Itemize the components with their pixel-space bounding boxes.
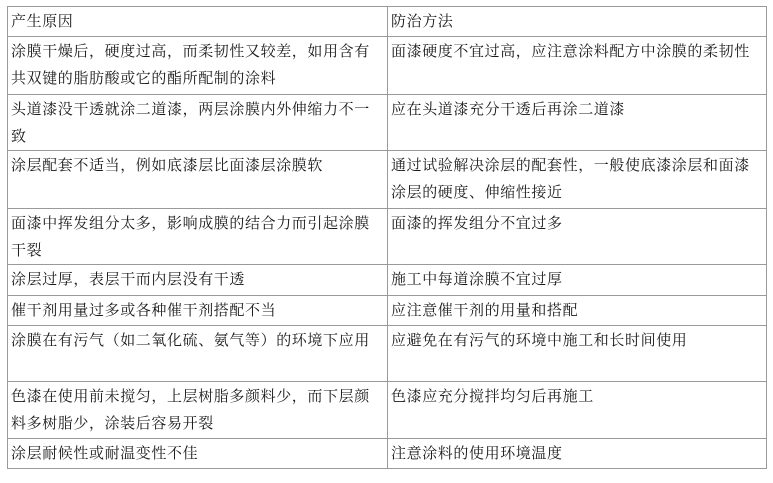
remedy-cell: 面漆的挥发组分不宜过多	[388, 209, 767, 265]
table-row	[8, 382, 767, 439]
table-row	[8, 326, 767, 382]
cause-cell: 头道漆没干透就涂二道漆，两层涂膜内外伸缩力不一致	[8, 95, 388, 151]
remedy-cell: 应避免在有污气的环境中施工和长时间使用	[388, 326, 767, 382]
remedy-cell: 面漆硬度不宜过高，应注意涂料配方中涂膜的柔韧性	[388, 37, 767, 95]
table-row	[8, 265, 767, 296]
remedy-cell: 色漆应充分搅拌均匀后再施工	[388, 382, 767, 439]
cause-cell: 催干剂用量过多或各种催干剂搭配不当	[8, 296, 388, 326]
cause-cell: 涂层配套不适当，例如底漆层比面漆层涂膜软	[8, 151, 388, 209]
remedy-cell: 注意涂料的使用环境温度	[388, 439, 767, 469]
cause-cell: 涂层过厚，表层干而内层没有干透	[8, 265, 388, 296]
header-cause: 产生原因	[8, 7, 388, 37]
cause-cell: 色漆在使用前未搅匀，上层树脂多颜料少，而下层颜料多树脂少，涂装后容易开裂	[8, 382, 388, 439]
table-row	[8, 439, 767, 469]
table-row	[8, 95, 767, 151]
table-row	[8, 37, 767, 95]
cause-cell: 涂膜干燥后，硬度过高，而柔韧性又较差，如用含有共双键的脂肪酸或它的酯所配制的涂料	[8, 37, 388, 95]
cause-cell: 涂膜在有污气（如二氧化硫、氨气等）的环境下应用	[8, 326, 388, 382]
remedy-cell: 应在头道漆充分干透后再涂二道漆	[388, 95, 767, 151]
cause-cell: 面漆中挥发组分太多，影响成膜的结合力而引起涂膜干裂	[8, 209, 388, 265]
remedy-cell: 通过试验解决涂层的配套性，一般使底漆涂层和面漆涂层的硬度、伸缩性接近	[388, 151, 767, 209]
cause-cell: 涂层耐候性或耐温变性不佳	[8, 439, 388, 469]
remedy-cell: 应注意催干剂的用量和搭配	[388, 296, 767, 326]
table-row	[8, 296, 767, 326]
header-remedy: 防治方法	[388, 7, 767, 37]
remedy-cell: 施工中每道涂膜不宜过厚	[388, 265, 767, 296]
table-header-row	[8, 7, 767, 37]
cause-remedy-table	[7, 6, 767, 469]
table-row	[8, 151, 767, 209]
table-row	[8, 209, 767, 265]
